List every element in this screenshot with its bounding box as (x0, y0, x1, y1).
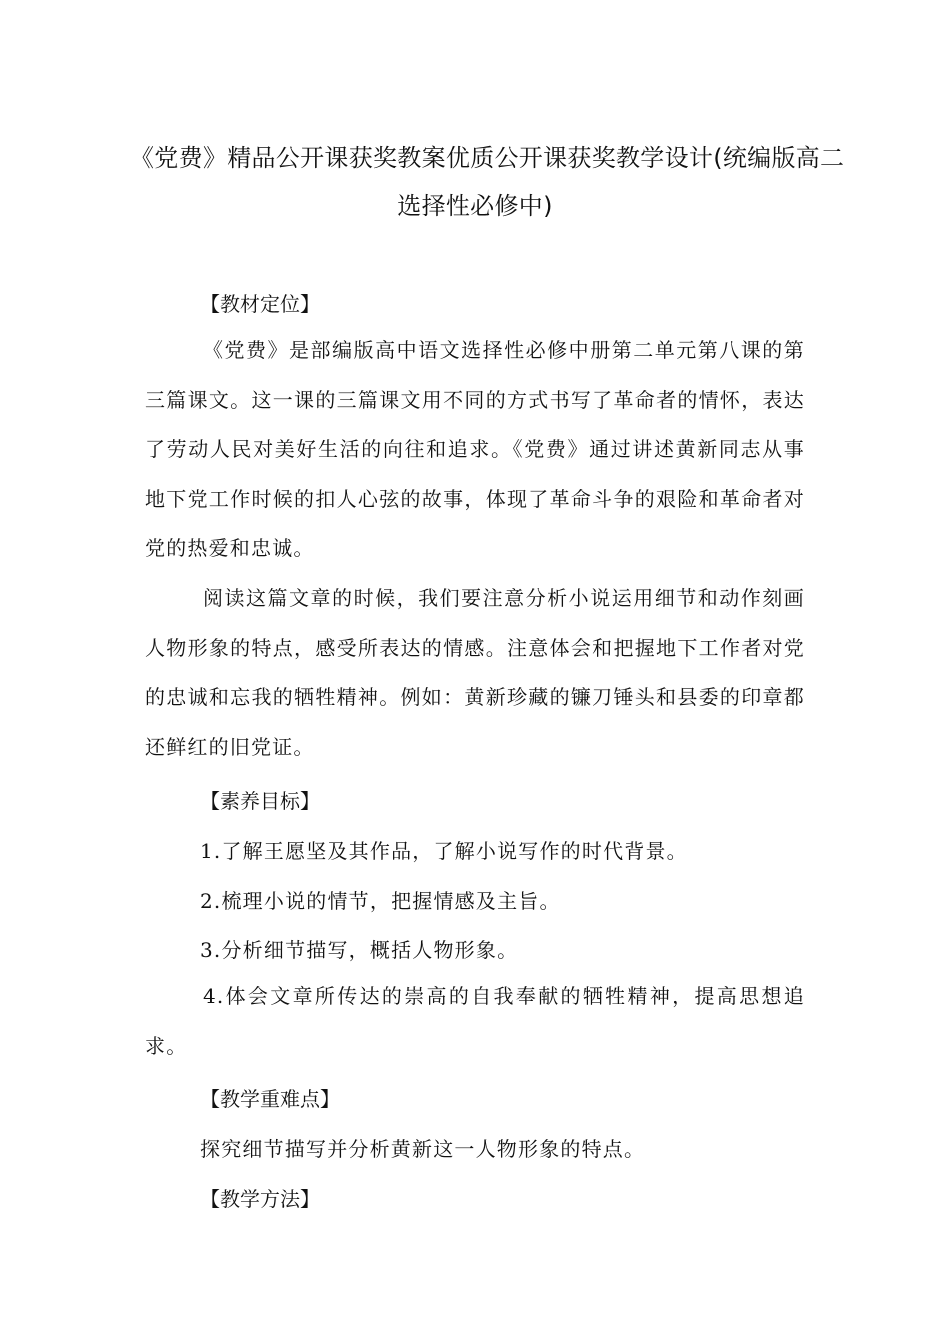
key-difficulties-text: 探究细节描写并分析黄新这一人物形象的特点。 (200, 1137, 646, 1161)
goal-item-1: 1.了解王愿坚及其作品，了解小说写作的时代背景。 (200, 839, 688, 863)
paragraph-textbook-position-2: 阅读这篇文章的时候，我们要注意分析小说运用细节和动作刻画人物形象的特点，感受所表达的情感。注意体会和把握地下工作者对党的忠诚和忘我的牺牲精神。例如：黄新珍藏的镰刀锤头和县委的印章都还鲜红的旧党证。 (145, 586, 805, 759)
goal-item-2: 2.梳理小说的情节，把握情感及主旨。 (200, 889, 561, 913)
goal-item-4: 4.体会文章所传达的崇高的自我奉献的牺牲精神，提高思想追求。 (145, 984, 805, 1058)
goal-item-3: 3.分析细节描写，概括人物形象。 (200, 938, 519, 962)
document-title-line-1: 《党费》精品公开课获奖教案优质公开课获奖教学设计(统编版高二 (130, 144, 845, 172)
paragraph-textbook-position-1: 《党费》是部编版高中语文选择性必修中册第二单元第八课的第三篇课文。这一课的三篇课文用不同的方式书写了革命者的情怀，表达了劳动人民对美好生活的向往和追求。《党费》通过讲述黄新同志从事地下党工作时候的扣人心弦的故事，体现了革命斗争的艰险和革命者对党的热爱和忠诚。 (145, 338, 805, 560)
section-heading-literacy-goals: 【素养目标】 (200, 789, 320, 813)
document-title-line-2: 选择性必修中) (397, 192, 553, 220)
section-heading-textbook-position: 【教材定位】 (200, 292, 320, 316)
section-heading-teaching-methods: 【教学方法】 (200, 1187, 320, 1211)
section-heading-key-difficulties: 【教学重难点】 (200, 1087, 340, 1111)
